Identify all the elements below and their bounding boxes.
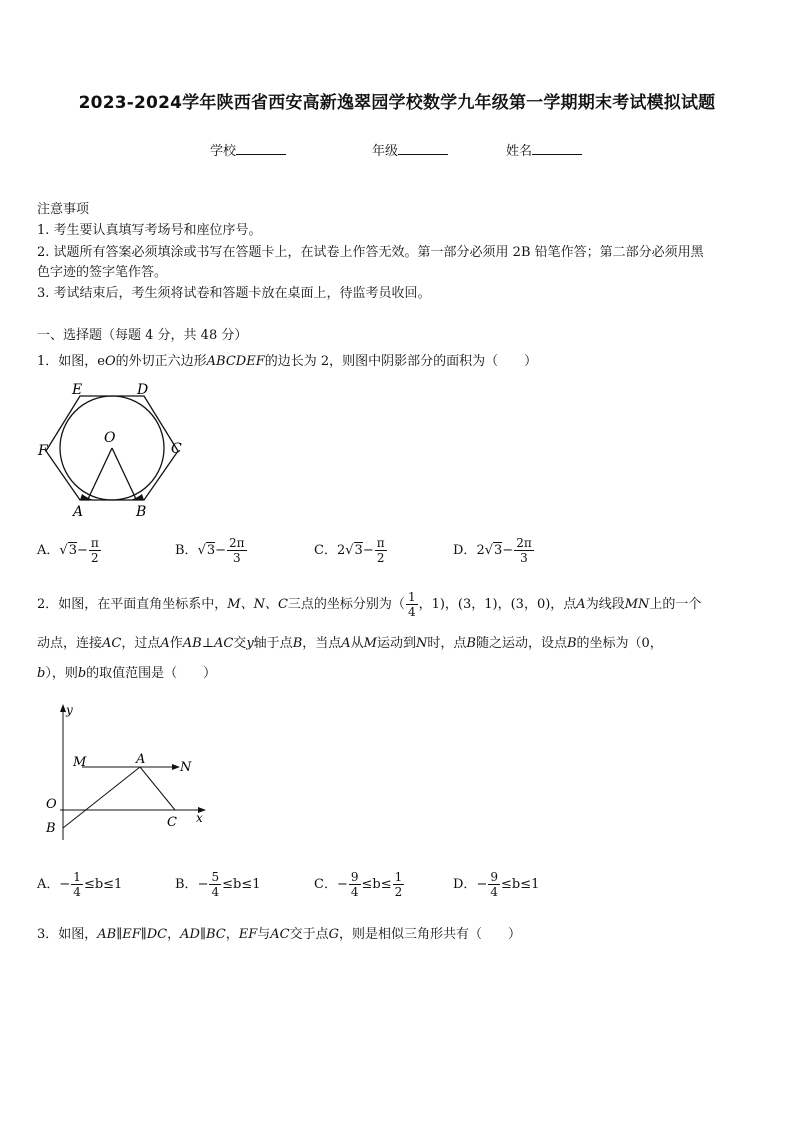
- name-field: 姓名: [506, 140, 582, 159]
- q2-option-d[interactable]: D．− $\frac{9}{4}$ ≤b≤1: [453, 870, 540, 899]
- shaded-region-left: [80, 494, 94, 500]
- note-item: 1. 考生要认真填写考场号和座位序号。: [37, 223, 262, 238]
- label-C: C: [171, 441, 182, 457]
- coordinate-figure: [40, 700, 215, 845]
- notes-heading: 注意事项: [37, 202, 90, 217]
- label-D: D: [137, 382, 149, 398]
- label-O: O: [46, 797, 57, 812]
- label-A: A: [136, 752, 146, 767]
- question-1-text: 1．如图，eO的外切正六边形ABCDEF的边长为 2，则图中阴影部分的面积为（ ）: [37, 354, 538, 369]
- label-B: B: [46, 821, 56, 836]
- question-2-line-3: b），则b的取值范围是（ ）: [37, 666, 217, 681]
- q2-option-c[interactable]: C．− $\frac{9}{4}$ ≤b≤ $\frac{1}{2}$: [314, 870, 403, 899]
- q1-option-c[interactable]: C．2√3− $\frac{\pi}{2}$: [314, 536, 385, 565]
- label-A: A: [73, 504, 84, 520]
- q1-option-b[interactable]: B．√3− $\frac{2\pi}{3}$: [175, 536, 245, 565]
- shaded-region-right: [130, 494, 144, 500]
- label-B: B: [136, 504, 147, 520]
- axis-y-label: y: [66, 703, 73, 717]
- label-N: N: [180, 760, 192, 775]
- label-M: M: [73, 755, 87, 770]
- q2-option-a[interactable]: A．− $\frac{1}{4}$ ≤b≤1: [37, 870, 123, 899]
- label-F: F: [38, 443, 48, 459]
- hexagon-figure: [32, 378, 192, 523]
- question-2-line-2: 动点，连接AC，过点A作AB⊥AC交y轴于点B，当点A从M运动到N时，点B随之运动，设点B的坐标为（0，: [37, 636, 663, 651]
- note-item: 色字迹的签字笔作答。: [37, 265, 168, 280]
- page-title: 2023-2024学年陕西省西安高新逸翠园学校数学九年级第一学期期末考试模拟试题: [78, 93, 716, 113]
- label-E: E: [72, 382, 83, 398]
- q1-option-a[interactable]: A．√3− $\frac{\pi}{2}$: [37, 536, 99, 565]
- label-O: O: [104, 430, 116, 446]
- axis-x-label: x: [196, 811, 203, 825]
- q2-option-b[interactable]: B．− $\frac{5}{4}$ ≤b≤1: [175, 870, 261, 899]
- note-item: 3. 考试结束后，考生须将试卷和答题卡放在桌面上，待监考员收回。: [37, 286, 431, 301]
- grade-field: 年级: [372, 140, 448, 159]
- question-3-text: 3．如图，AB∥EF∥DC，AD∥BC，EF与AC交于点G，则是相似三角形共有（ ）: [37, 927, 522, 942]
- label-C: C: [167, 815, 177, 830]
- section-heading: 一、选择题（每题 4 分，共 48 分）: [37, 328, 248, 343]
- school-field: 学校: [210, 140, 286, 159]
- note-item: 2. 试题所有答案必须填涂或书写在答题卡上，在试卷上作答无效。第一部分必须用 2B 铅笔作答；第二部分必须用黑: [37, 245, 704, 260]
- q1-option-d[interactable]: D．2√3− $\frac{2\pi}{3}$: [453, 536, 532, 565]
- question-2-line-1: 2．如图，在平面直角坐标系中，M、N、C三点的坐标分别为（ $\frac{1}{4}$ ，1)，(3，1)，(3，0)，点A为线段MN上的一个: [37, 590, 702, 619]
